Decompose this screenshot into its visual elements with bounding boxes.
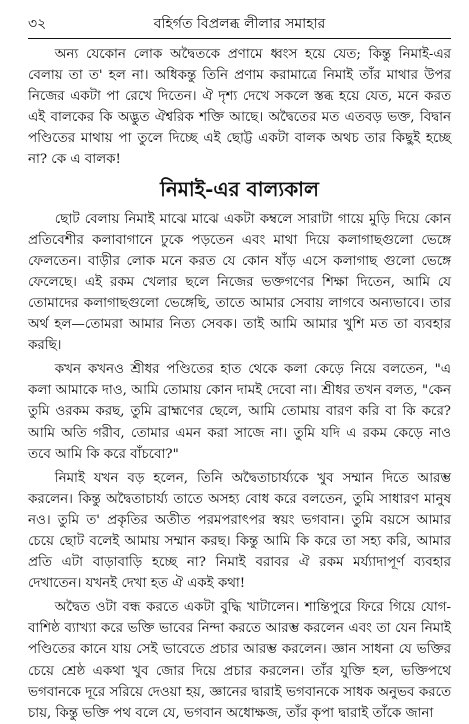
paragraph-advaita-respect: নিমাই যখন বড় হলেন, তিনি অদ্বৈতাচার্য্যকে খুব সম্মান দিতে আরম্ভ করলেন। কিন্তু অদ্বৈতাচার্য্য তাতে অসহ্য বোধ করে বলতেন, তুমি সাধারণ মানুষ নও। তুমি ত' প্রকৃতির অতীত পরমপরাৎপর স্বয়ং ভগবান। তুমি বয়সে আমার চেয়ে ছোট বলেই আমায় সম্মান করছ। কিন্তু আমি কি করে তা সহ্য করি, আমার প্রতি এটা বাড়াবাড়ি হচ্ছে না? নিমাই বরাবর ঐ রকম মর্য্যাদাপূর্ণ ব্যবহার দেখাতেন। যখনই দেখা হত ঐ একই কথা! — [28, 470, 451, 592]
section-heading: নিমাই-এর বাল্যকাল — [160, 176, 319, 201]
paragraph-advaita-plan: অদ্বৈত ওটা বন্ধ করতে একটা বুদ্ধি খাটালেন। শান্তিপুরে ফিরে গিয়ে যোগ-বাশিষ্ঠ ব্যাখ্যা করে ভক্তি ভাবের নিন্দা করতে আরম্ভ করলেন এবং তা যেন নিমাই পণ্ডিতের কানে যায় সেই ভাবেতে প্রচার আরম্ভ করলেন। জ্ঞান সাধনা যে ভক্তির চেয়ে শ্রেষ্ঠ একথা খুব জোর দিয়ে প্রচার করলেন। তাঁর যুক্তি হল, ভক্তিপথে ভগবানকে দূরে সরিয়ে দেওয়া হয়, জ্ঞানের দ্বারাই ভগবানকে সাধক অনুভব করতে চায়, কিন্তু ভক্তি পথ বলে যে, ভগবান অধোক্ষজ, তাঁর কৃপা দ্বারাই তাঁকে জানা — [28, 600, 451, 721]
paragraph-banana-garden: ছোট বেলায় নিমাই মাঝে মাঝে একটা কম্বলে সারাটা গায়ে মুড়ি দিয়ে কোন প্রতিবেশীর কলাবাগানে ঢুকে পড়তেন এবং মাথা দিয়ে কলাগাছগুলো ভেঙ্গে ফেলতেন। বাড়ীর লোক মনে করত যে কোন ষাঁড় এসে কলাগাছ গুলো ভেঙ্গে ফেলেছে। এই রকম খেলার ছলে নিজের ভক্তগণের শিক্ষা দিতেন, আমি যে তোমাদের কলাগাছগুলো ভেঙ্গেছি, তাতে আমার সেবায় লাগবে অন্যভাবে। তার অর্থ হল—তোমরা আমার নিত্য সেবক। তাই আমি আমার খুশি মত তা ব্যবহার করছি। — [28, 211, 451, 354]
page-header — [28, 12, 451, 34]
header-divider — [28, 38, 451, 39]
paragraph-intro: অন্য যেকোন লোক অদ্বৈতকে প্রণামে ধ্বংস হয়ে যেত; কিন্তু নিমাই-এর বেলায় তা ত' হল না। অধিকন্তু তিনি প্রণাম করামাত্রে নিমাই তাঁর মাথার উপর নিজের একটা পা রেখে দিতেন। ঐ দৃশ্য দেখে সকলে স্তব্ধ হয়ে যেত, মনে করত এই বালকের কি অদ্ভুত ঐশ্বরিক শক্তি আছে। অদ্বৈতের মত এতবড় ভক্ত, বিদ্বান পণ্ডিতের মাথায় পা তুলে দিচ্ছে এই ছোট্ট একটা বালক অথচ তার কিছুই হচ্ছে না? কে এ বালক! — [28, 47, 451, 168]
page-number: ৩২ — [28, 16, 47, 32]
running-title: বহির্গত বিপ্রলব্ধ লীলার সমাহার — [153, 16, 326, 32]
body-text — [28, 44, 451, 724]
paragraph-sridhar: কখন কখনও শ্রীধর পণ্ডিতের হাত থেকে কলা কেড়ে নিয়ে বলতেন, "এ কলা আমাকে দাও, আমি তোমায় কোন দামই দেবো না। শ্রীধর তখন বলত, "কেন তুমি ওরকম করছ, তুমি ব্রাহ্মণের ছেলে, আমি তোমায় বারণ করি বা কি করে? আমি অতি গরীব, তোমার এমন করা সাজে না। তুমি যদি এ রকম কেড়ে নাও তবে আমি কি করে বাঁচবো?" — [28, 362, 451, 462]
